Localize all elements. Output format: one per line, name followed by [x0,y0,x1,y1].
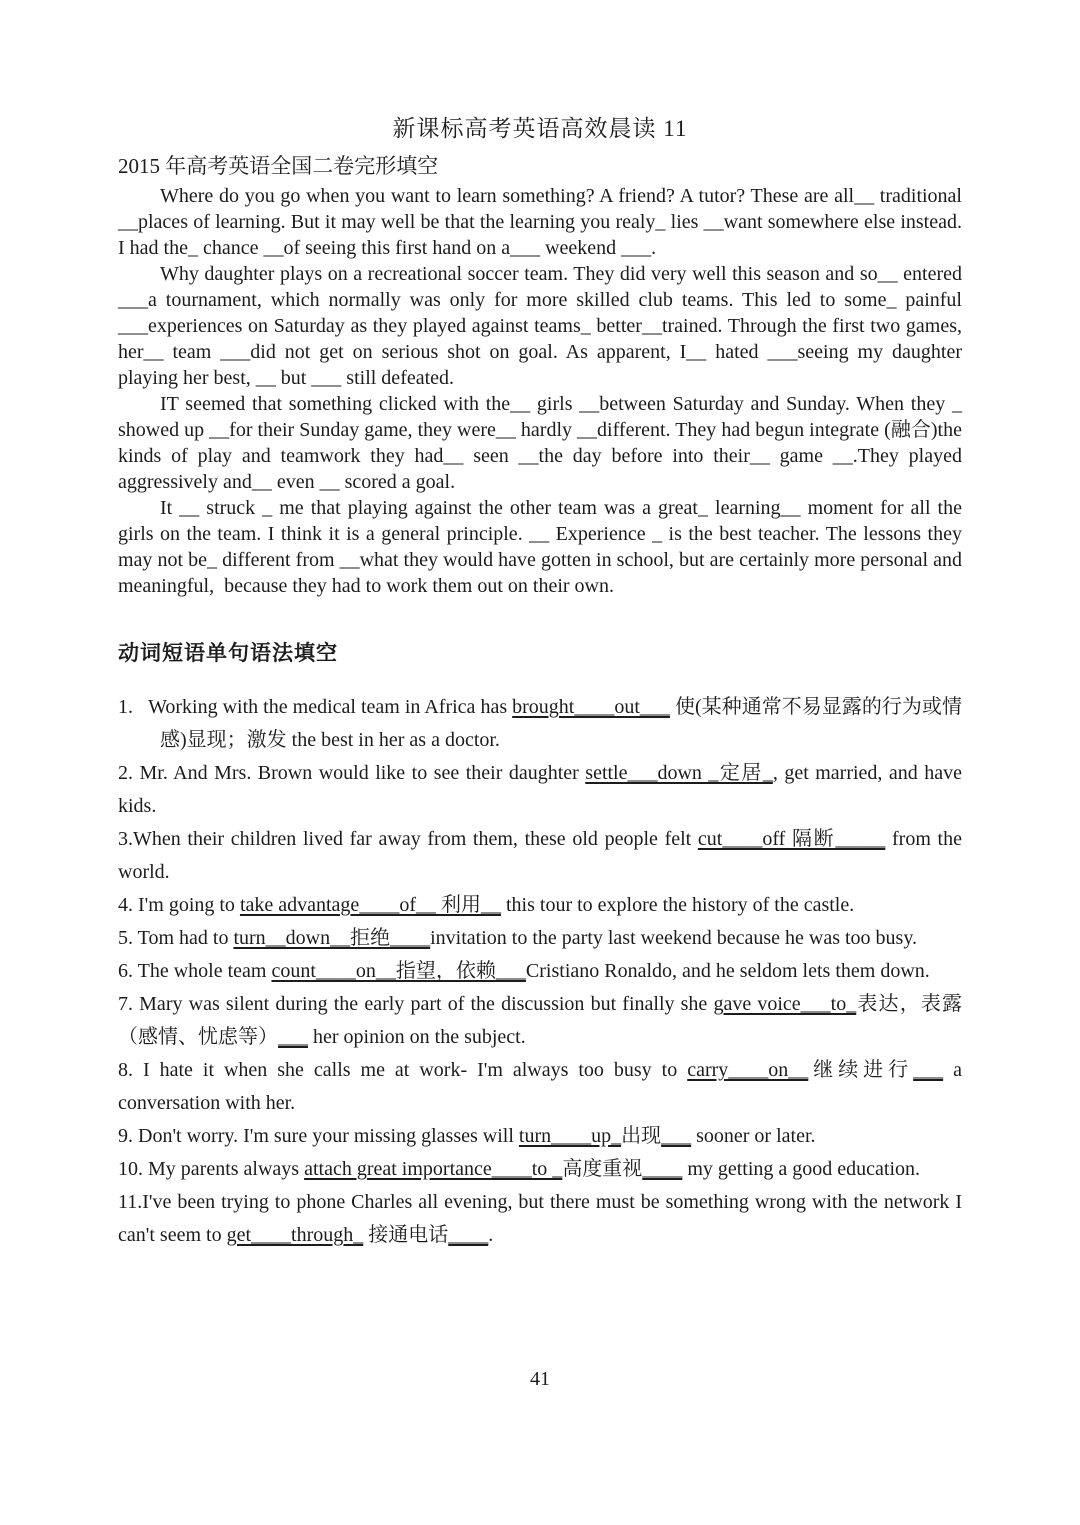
item-text: 高度重视 [562,1158,643,1180]
item-text: 7. Mary was silent during the early part of the discussion but finally she [118,993,714,1015]
cloze-paragraph: IT seemed that something clicked with the__ girls __between Saturday and Sunday. When they _ showed up __for their Sunday game, they were__ hardly __different. They had begun integrate (融合)the kinds of play and teamwork they had__ seen __the day before into their__ game __.They played aggressively and__ even __ scored a goal. [118,393,962,493]
exercise-item [118,1153,962,1186]
item-text: 4. I'm going to [118,894,240,916]
answer-blank: turn__down__拒绝____ [233,927,431,949]
cloze-paragraph: Why daughter plays on a recreational soccer team. They did very well this season and so__ entered ___a tournament, which normally was only for more skilled club teams. This led to some_ painful ___experiences on Saturday as they played against teams_ better__trained. Through the first two games, her__ team ___did not get on serious shot on goal. As apparent, I__ hated ___seeing my daughter playing her best, __ but ___ still defeated. [118,263,962,389]
item-text: 出现 [621,1125,662,1147]
item-text: her opinion on the subject. [308,1026,526,1048]
item-text: 3.When their children lived far away from them, these old people felt [118,828,698,850]
answer-blank: gave voice___to_ [713,993,857,1015]
cloze-section [118,183,962,599]
answer-blank: count____on__指望，依赖___ [271,960,526,982]
item-text: my getting a good education. [682,1158,921,1180]
exercise-item [118,922,962,955]
answer-blank: ___ [913,1059,944,1081]
item-text: from the world. [118,828,962,883]
cloze-paragraph: It __ struck _ me that playing against the other team was a great_ learning__ moment for all the girls on the team. I think it is a general principle. __ Experience _ is the best teacher. The lessons they may not be_ different from __what they would have gotten in school, but are certainly more personal and meaningful, because they had to work them out on their own. [118,497,962,597]
item-text: Cristiano Ronaldo, and he seldom lets them down. [525,960,930,982]
answer-blank: attach great importance____to _ [304,1158,563,1180]
cloze-paragraph: Where do you go when you want to learn something? A friend? A tutor? These are all__ traditional __places of learning. But it may well be that the learning you realy_ lies __want somewhere else instead. I had the_ chance __of seeing this first hand on a___ weekend ___. [118,185,962,259]
item-text: this tour to explore the history of the castle. [500,894,855,916]
item-text: 9. Don't worry. I'm sure your missing glasses will [118,1125,519,1147]
answer-blank: settle___down _定居_ [585,762,773,784]
item-text: 11.I've been trying to phone Charles all evening, but there must be something wrong with the network I can't seem to [118,1191,962,1246]
item-text: , get married, and have kids. [118,762,962,817]
section-heading: 动词短语单句语法填空 [118,641,338,665]
page-title: 新课标高考英语高效晨读 11 [392,116,688,141]
exercise-list [118,691,962,1252]
page-number: 41 [530,1368,550,1390]
exercise-item [118,823,962,889]
item-text: 10. My parents always [118,1158,305,1180]
item-text: 8. I hate it when she calls me at work- I'm always too busy to [118,1059,688,1081]
item-text: sooner or later. [691,1125,816,1147]
item-text: 5. Tom had to [118,927,234,949]
answer-blank: cut____off 隔断_____ [697,828,886,850]
exercise-item [118,1186,962,1252]
answer-blank: ____ [448,1224,489,1246]
answer-blank: ___ [661,1125,692,1147]
item-text: 表达，表露（感情、忧虑等） [118,993,963,1048]
exercise-item [118,955,962,988]
answer-blank: carry____on__ [687,1059,809,1081]
item-text: . [488,1224,494,1246]
item-text: a conversation with her. [118,1059,962,1114]
item-text: invitation to the party last weekend because he was too busy. [430,927,918,949]
answer-blank: ___ [278,1026,308,1048]
exercise-item [118,757,962,823]
item-text: 继续进行 [808,1059,914,1081]
exercise-item [118,691,962,757]
exercise-item [118,889,962,922]
answer-blank: get____through_ [226,1224,364,1246]
exercise-item [118,1120,962,1153]
item-text: 6. The whole team [118,960,272,982]
item-text: 2. Mr. And Mrs. Brown would like to see their daughter [118,762,586,784]
item-text: 1. Working with the medical team in Africa has [118,696,513,718]
answer-blank: take advantage____of__ 利用__ [239,894,501,916]
answer-blank: brought____out___ [512,696,670,718]
item-text: 使(某种通常不易显露的行为或情感)显现；激发 the best in her as a doctor. [160,696,962,751]
exercise-item [118,1054,962,1120]
answer-blank: turn____up_ [518,1125,622,1147]
answer-blank: ____ [642,1158,683,1180]
doc-subtitle: 2015 年高考英语全国二卷完形填空 [118,154,439,178]
exercise-item [118,988,962,1054]
item-text: 接通电话 [363,1224,449,1246]
